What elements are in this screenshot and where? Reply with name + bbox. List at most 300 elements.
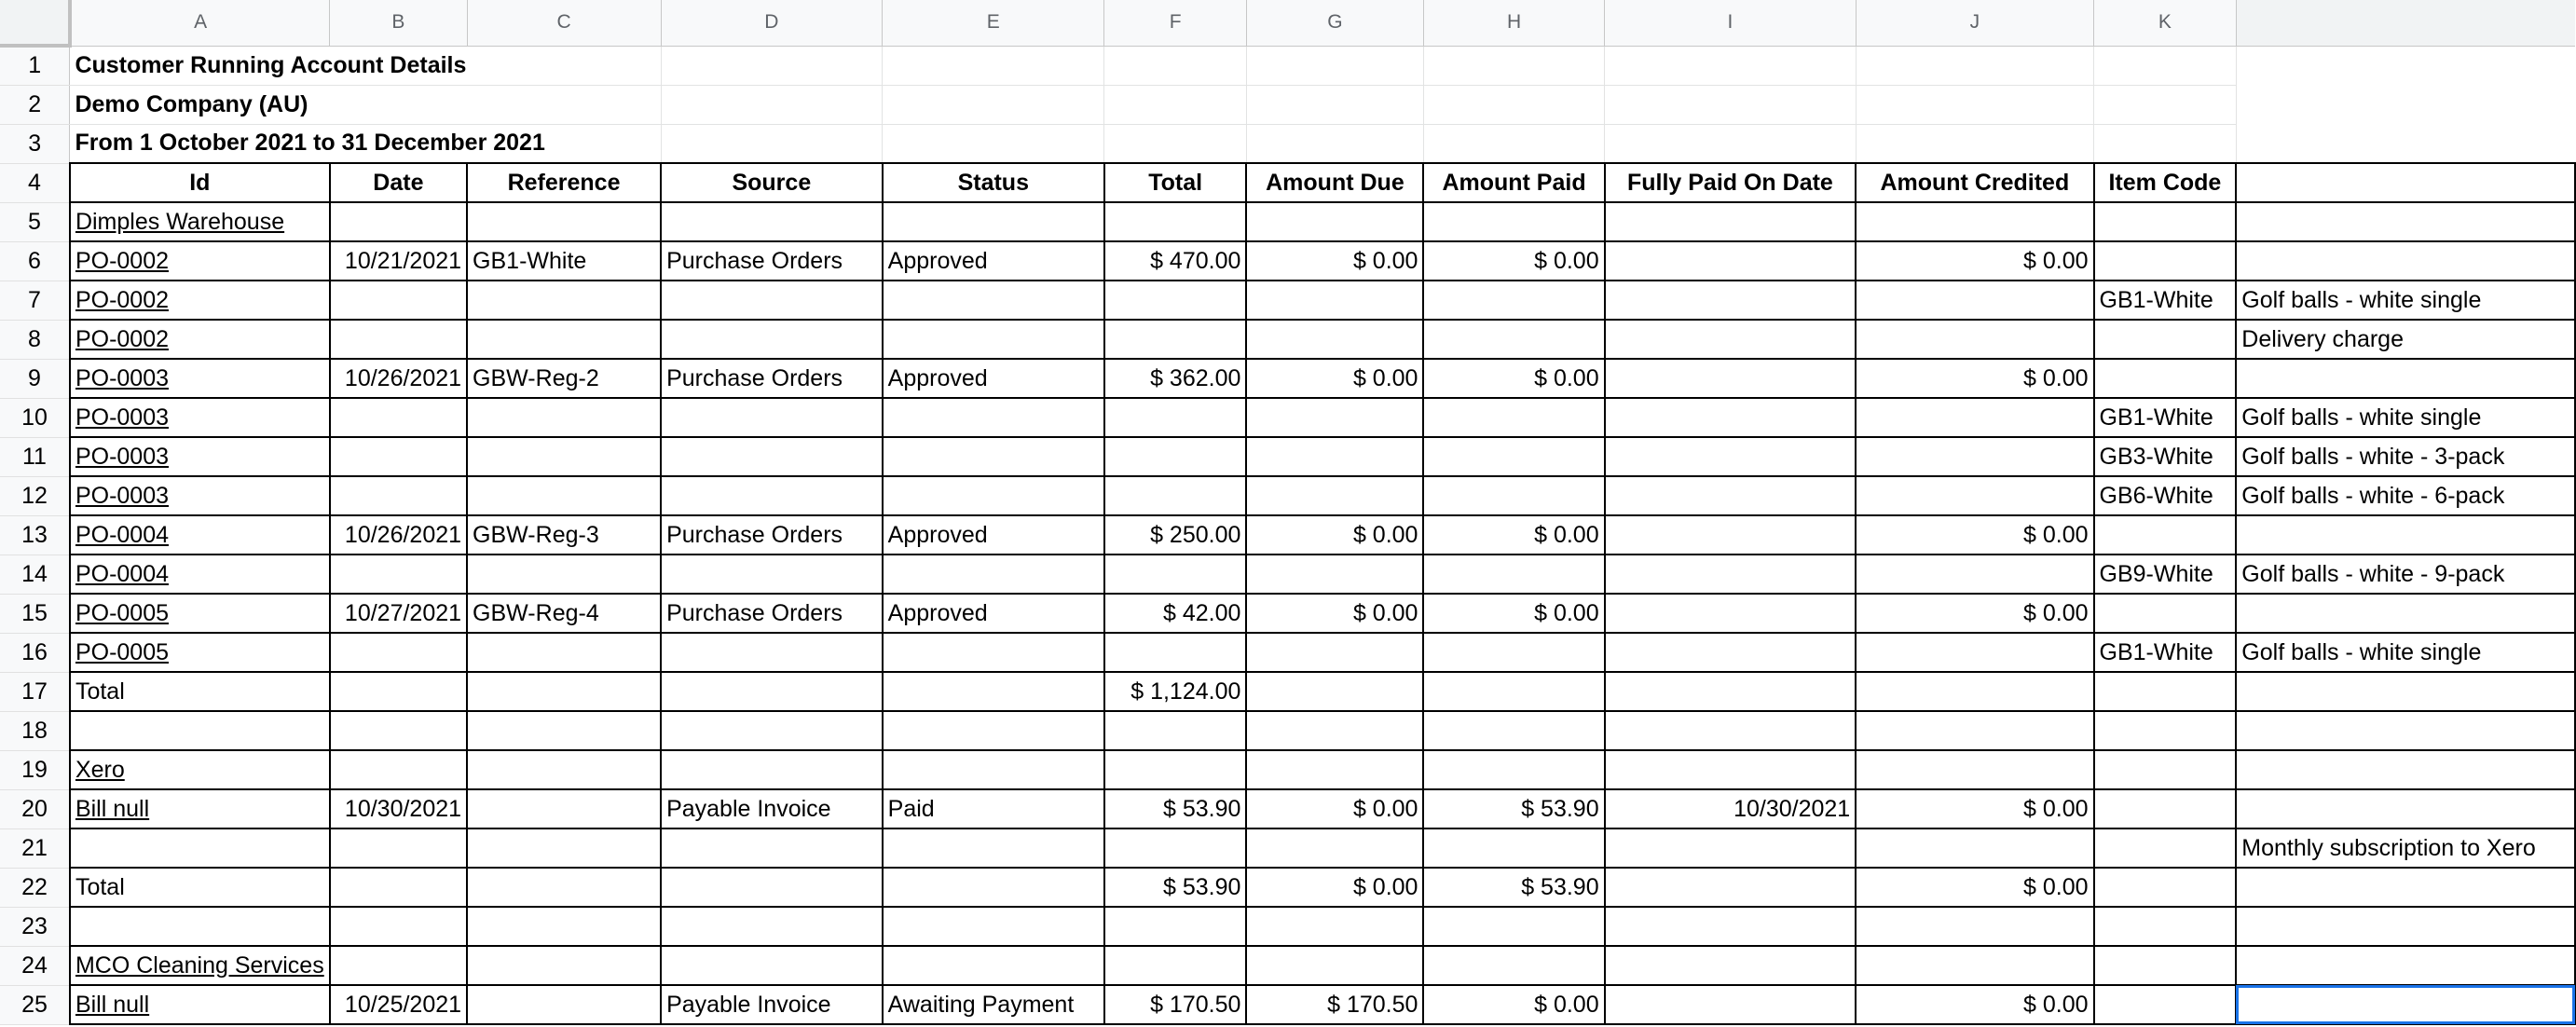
- column-title[interactable]: Fully Paid On Date: [1605, 163, 1857, 202]
- column-title[interactable]: Status: [883, 163, 1104, 202]
- cell[interactable]: [1605, 85, 1857, 124]
- cell[interactable]: [1605, 868, 1857, 907]
- cell[interactable]: Customer Running Account Details: [70, 46, 661, 85]
- cell[interactable]: [1246, 672, 1423, 711]
- cell[interactable]: GB3-White: [2094, 437, 2237, 476]
- cell[interactable]: [1423, 437, 1604, 476]
- cell[interactable]: Purchase Orders: [661, 241, 883, 281]
- cell[interactable]: [661, 633, 883, 672]
- cell-link[interactable]: PO-0002: [70, 281, 330, 320]
- cell[interactable]: $ 0.00: [1856, 985, 2093, 1024]
- cell[interactable]: [661, 828, 883, 868]
- cell[interactable]: $ 0.00: [1856, 241, 2093, 281]
- cell[interactable]: [2094, 594, 2237, 633]
- cell[interactable]: [2094, 85, 2237, 124]
- column-header-g[interactable]: G: [1246, 0, 1423, 46]
- cell[interactable]: [1605, 476, 1857, 515]
- cell[interactable]: $ 0.00: [1856, 789, 2093, 828]
- cell[interactable]: Awaiting Payment: [883, 985, 1104, 1024]
- cell[interactable]: [1856, 946, 2093, 985]
- cell-link[interactable]: Xero: [70, 750, 330, 789]
- row-number[interactable]: 9: [0, 359, 70, 398]
- cell[interactable]: $ 0.00: [1246, 594, 1423, 633]
- cell[interactable]: [883, 320, 1104, 359]
- cell[interactable]: Approved: [883, 241, 1104, 281]
- cell[interactable]: [1856, 46, 2093, 85]
- cell[interactable]: [1423, 907, 1604, 946]
- cell[interactable]: [1423, 281, 1604, 320]
- row-number[interactable]: 18: [0, 711, 70, 750]
- cell[interactable]: [2094, 515, 2237, 555]
- cell[interactable]: [1605, 594, 1857, 633]
- cell[interactable]: $ 250.00: [1104, 515, 1247, 555]
- cell[interactable]: [330, 437, 467, 476]
- cell[interactable]: [467, 476, 661, 515]
- cell[interactable]: [1605, 437, 1857, 476]
- cell[interactable]: [1246, 907, 1423, 946]
- column-title[interactable]: Total: [1104, 163, 1247, 202]
- cell[interactable]: Approved: [883, 515, 1104, 555]
- row-number[interactable]: 20: [0, 789, 70, 828]
- row-number[interactable]: 12: [0, 476, 70, 515]
- cell[interactable]: [1423, 555, 1604, 594]
- cell[interactable]: GB1-White: [467, 241, 661, 281]
- cell[interactable]: [330, 202, 467, 241]
- cell[interactable]: Total: [70, 868, 330, 907]
- cell[interactable]: [2094, 985, 2237, 1024]
- cell-link[interactable]: PO-0004: [70, 555, 330, 594]
- cell[interactable]: Payable Invoice: [661, 985, 883, 1024]
- cell[interactable]: [661, 398, 883, 437]
- cell[interactable]: [2094, 946, 2237, 985]
- cell[interactable]: [2236, 594, 2575, 633]
- cell[interactable]: [330, 946, 467, 985]
- cell[interactable]: [2094, 750, 2237, 789]
- cell[interactable]: [883, 124, 1104, 163]
- row-number[interactable]: 24: [0, 946, 70, 985]
- cell[interactable]: [1423, 320, 1604, 359]
- cell[interactable]: $ 42.00: [1104, 594, 1247, 633]
- cell[interactable]: [467, 320, 661, 359]
- cell[interactable]: $ 53.90: [1423, 789, 1604, 828]
- cell[interactable]: $ 362.00: [1104, 359, 1247, 398]
- column-header-i[interactable]: I: [1605, 0, 1857, 46]
- cell[interactable]: [1104, 476, 1247, 515]
- cell[interactable]: $ 0.00: [1856, 515, 2093, 555]
- row-number[interactable]: 1: [0, 46, 70, 85]
- cell[interactable]: [883, 85, 1104, 124]
- cell[interactable]: [1104, 398, 1247, 437]
- cell[interactable]: Purchase Orders: [661, 515, 883, 555]
- cell[interactable]: $ 0.00: [1423, 359, 1604, 398]
- cell[interactable]: [1856, 281, 2093, 320]
- cell[interactable]: [1856, 750, 2093, 789]
- cell[interactable]: [2236, 672, 2575, 711]
- column-header-c[interactable]: C: [467, 0, 661, 46]
- cell[interactable]: [1605, 281, 1857, 320]
- cell[interactable]: [1856, 437, 2093, 476]
- cell[interactable]: [2236, 241, 2575, 281]
- cell-link[interactable]: PO-0003: [70, 437, 330, 476]
- column-header-next[interactable]: [2236, 0, 2575, 46]
- column-header-f[interactable]: F: [1104, 0, 1247, 46]
- cell[interactable]: [661, 46, 883, 85]
- cell[interactable]: $ 170.50: [1104, 985, 1247, 1024]
- cell[interactable]: [1104, 555, 1247, 594]
- cell[interactable]: [2094, 868, 2237, 907]
- cell[interactable]: GBW-Reg-2: [467, 359, 661, 398]
- cell[interactable]: [1423, 633, 1604, 672]
- cell[interactable]: [883, 398, 1104, 437]
- cell[interactable]: [1246, 750, 1423, 789]
- cell[interactable]: [330, 476, 467, 515]
- row-number[interactable]: 14: [0, 555, 70, 594]
- cell[interactable]: [1605, 398, 1857, 437]
- cell[interactable]: [661, 946, 883, 985]
- cell[interactable]: [1423, 672, 1604, 711]
- cell[interactable]: $ 0.00: [1246, 241, 1423, 281]
- cell[interactable]: [661, 124, 883, 163]
- row-number[interactable]: 13: [0, 515, 70, 555]
- cell[interactable]: [1246, 437, 1423, 476]
- cell[interactable]: [467, 750, 661, 789]
- cell[interactable]: [1104, 124, 1247, 163]
- cell[interactable]: [1605, 633, 1857, 672]
- row-number[interactable]: 15: [0, 594, 70, 633]
- cell[interactable]: [1605, 907, 1857, 946]
- cell[interactable]: Approved: [883, 594, 1104, 633]
- row-number[interactable]: 21: [0, 828, 70, 868]
- cell[interactable]: [661, 202, 883, 241]
- cell[interactable]: [1856, 633, 2093, 672]
- cell-link[interactable]: PO-0003: [70, 359, 330, 398]
- cell[interactable]: [2094, 241, 2237, 281]
- cell[interactable]: [1856, 672, 2093, 711]
- cell[interactable]: Monthly subscription to Xero: [2236, 828, 2575, 868]
- cell[interactable]: [2094, 320, 2237, 359]
- cell-link[interactable]: Bill null: [70, 985, 330, 1024]
- row-number[interactable]: 6: [0, 241, 70, 281]
- cell[interactable]: [2094, 202, 2237, 241]
- cell[interactable]: $ 0.00: [1246, 515, 1423, 555]
- cell[interactable]: [1104, 437, 1247, 476]
- cell[interactable]: [467, 868, 661, 907]
- cell[interactable]: Demo Company (AU): [70, 85, 661, 124]
- cell[interactable]: [1104, 828, 1247, 868]
- cell[interactable]: [1605, 359, 1857, 398]
- cell[interactable]: [1246, 281, 1423, 320]
- cell[interactable]: [2094, 359, 2237, 398]
- column-title[interactable]: Amount Due: [1246, 163, 1423, 202]
- column-header-h[interactable]: H: [1423, 0, 1604, 46]
- cell[interactable]: [883, 907, 1104, 946]
- cell[interactable]: [467, 202, 661, 241]
- cell[interactable]: [2094, 672, 2237, 711]
- cell[interactable]: $ 0.00: [1246, 868, 1423, 907]
- cell[interactable]: [330, 868, 467, 907]
- cell[interactable]: [883, 828, 1104, 868]
- cell[interactable]: Golf balls - white single: [2236, 633, 2575, 672]
- cell-link[interactable]: PO-0005: [70, 594, 330, 633]
- cell[interactable]: Delivery charge: [2236, 320, 2575, 359]
- cell[interactable]: 10/26/2021: [330, 359, 467, 398]
- cell[interactable]: $ 1,124.00: [1104, 672, 1247, 711]
- cell[interactable]: [330, 907, 467, 946]
- cell[interactable]: $ 0.00: [1246, 789, 1423, 828]
- row-number[interactable]: 7: [0, 281, 70, 320]
- cell[interactable]: [2236, 163, 2575, 202]
- cell[interactable]: Purchase Orders: [661, 359, 883, 398]
- column-header-a[interactable]: A: [70, 0, 330, 46]
- column-header-e[interactable]: E: [883, 0, 1104, 46]
- row-number[interactable]: 19: [0, 750, 70, 789]
- cell[interactable]: [661, 711, 883, 750]
- row-number[interactable]: 17: [0, 672, 70, 711]
- cell-link[interactable]: Dimples Warehouse: [70, 202, 330, 241]
- cell[interactable]: [1246, 202, 1423, 241]
- cell[interactable]: Golf balls - white single: [2236, 398, 2575, 437]
- cell[interactable]: [330, 555, 467, 594]
- cell[interactable]: $ 53.90: [1423, 868, 1604, 907]
- cell[interactable]: [1246, 946, 1423, 985]
- cell[interactable]: [1605, 241, 1857, 281]
- cell[interactable]: [661, 320, 883, 359]
- cell[interactable]: [883, 555, 1104, 594]
- cell[interactable]: [1104, 46, 1247, 85]
- cell[interactable]: [1246, 555, 1423, 594]
- cell[interactable]: [2236, 907, 2575, 946]
- cell[interactable]: [1605, 46, 1857, 85]
- cell[interactable]: [1423, 398, 1604, 437]
- cell[interactable]: Payable Invoice: [661, 789, 883, 828]
- cell[interactable]: [1605, 750, 1857, 789]
- column-header-k[interactable]: K: [2094, 0, 2237, 46]
- cell[interactable]: $ 0.00: [1246, 359, 1423, 398]
- cell[interactable]: [1423, 124, 1604, 163]
- cell[interactable]: [330, 398, 467, 437]
- row-number[interactable]: 3: [0, 124, 70, 163]
- cell[interactable]: [661, 555, 883, 594]
- cell[interactable]: [1104, 633, 1247, 672]
- column-title[interactable]: Id: [70, 163, 330, 202]
- cell-link[interactable]: MCO Cleaning Services: [70, 946, 330, 985]
- cell[interactable]: [2236, 868, 2575, 907]
- cell[interactable]: $ 53.90: [1104, 868, 1247, 907]
- cell[interactable]: [883, 633, 1104, 672]
- row-number[interactable]: 2: [0, 85, 70, 124]
- cell[interactable]: $ 0.00: [1856, 594, 2093, 633]
- cell[interactable]: [2094, 789, 2237, 828]
- cell[interactable]: [467, 985, 661, 1024]
- cell[interactable]: [1104, 750, 1247, 789]
- cell[interactable]: [661, 750, 883, 789]
- column-title[interactable]: Source: [661, 163, 883, 202]
- cell[interactable]: [330, 633, 467, 672]
- row-number[interactable]: 23: [0, 907, 70, 946]
- cell[interactable]: [70, 711, 330, 750]
- cell[interactable]: [2236, 946, 2575, 985]
- column-title[interactable]: Amount Credited: [1856, 163, 2093, 202]
- cell[interactable]: GB1-White: [2094, 398, 2237, 437]
- cell[interactable]: [883, 711, 1104, 750]
- cell[interactable]: [883, 946, 1104, 985]
- cell[interactable]: Golf balls - white single: [2236, 281, 2575, 320]
- cell[interactable]: [1423, 46, 1604, 85]
- cell[interactable]: [2236, 789, 2575, 828]
- cell[interactable]: [883, 476, 1104, 515]
- cell[interactable]: [1423, 711, 1604, 750]
- cell-link[interactable]: PO-0005: [70, 633, 330, 672]
- cell[interactable]: [1605, 515, 1857, 555]
- cell[interactable]: [330, 672, 467, 711]
- column-header-b[interactable]: B: [330, 0, 467, 46]
- cell[interactable]: [2094, 46, 2237, 85]
- cell[interactable]: [70, 907, 330, 946]
- cell[interactable]: [1246, 828, 1423, 868]
- cell[interactable]: Golf balls - white - 3-pack: [2236, 437, 2575, 476]
- cell[interactable]: [1856, 711, 2093, 750]
- cell[interactable]: [1423, 476, 1604, 515]
- cell-link[interactable]: PO-0004: [70, 515, 330, 555]
- cell[interactable]: [1423, 828, 1604, 868]
- cell[interactable]: [1856, 476, 2093, 515]
- cell[interactable]: [2094, 124, 2237, 163]
- cell[interactable]: [883, 750, 1104, 789]
- cell[interactable]: [1856, 320, 2093, 359]
- cell[interactable]: [1856, 124, 2093, 163]
- cell[interactable]: [2094, 907, 2237, 946]
- cell[interactable]: [1246, 398, 1423, 437]
- cell[interactable]: [467, 398, 661, 437]
- cell[interactable]: [1104, 202, 1247, 241]
- cell[interactable]: [1605, 828, 1857, 868]
- cell[interactable]: [1856, 202, 2093, 241]
- cell[interactable]: [1605, 124, 1857, 163]
- cell[interactable]: 10/30/2021: [330, 789, 467, 828]
- cell[interactable]: [1104, 281, 1247, 320]
- column-header-j[interactable]: J: [1856, 0, 2093, 46]
- cell[interactable]: [1104, 85, 1247, 124]
- cell[interactable]: [661, 281, 883, 320]
- cell[interactable]: Approved: [883, 359, 1104, 398]
- cell-link[interactable]: PO-0003: [70, 476, 330, 515]
- cell[interactable]: GBW-Reg-4: [467, 594, 661, 633]
- cell[interactable]: [467, 281, 661, 320]
- cell[interactable]: [1104, 711, 1247, 750]
- row-number[interactable]: 5: [0, 202, 70, 241]
- cell[interactable]: [883, 868, 1104, 907]
- cell[interactable]: 10/26/2021: [330, 515, 467, 555]
- cell[interactable]: [883, 202, 1104, 241]
- cell[interactable]: [1856, 555, 2093, 594]
- cell[interactable]: $ 0.00: [1423, 594, 1604, 633]
- cell[interactable]: GB9-White: [2094, 555, 2237, 594]
- selected-cell[interactable]: [2236, 985, 2575, 1024]
- cell-link[interactable]: PO-0002: [70, 241, 330, 281]
- cell[interactable]: [2236, 515, 2575, 555]
- cell-link[interactable]: Bill null: [70, 789, 330, 828]
- cell[interactable]: GBW-Reg-3: [467, 515, 661, 555]
- cell[interactable]: [1605, 320, 1857, 359]
- cell[interactable]: GB1-White: [2094, 281, 2237, 320]
- cell[interactable]: [1104, 907, 1247, 946]
- cell[interactable]: [661, 437, 883, 476]
- cell[interactable]: Golf balls - white - 6-pack: [2236, 476, 2575, 515]
- cell[interactable]: [883, 46, 1104, 85]
- cell[interactable]: [330, 711, 467, 750]
- cell[interactable]: [1246, 85, 1423, 124]
- select-all-corner[interactable]: [0, 0, 70, 46]
- cell[interactable]: From 1 October 2021 to 31 December 2021: [70, 124, 661, 163]
- cell[interactable]: $ 0.00: [1856, 359, 2093, 398]
- cell[interactable]: 10/27/2021: [330, 594, 467, 633]
- cell[interactable]: Total: [70, 672, 330, 711]
- cell[interactable]: $ 0.00: [1856, 868, 2093, 907]
- cell[interactable]: [1246, 124, 1423, 163]
- cell[interactable]: [1605, 985, 1857, 1024]
- cell[interactable]: [330, 320, 467, 359]
- cell[interactable]: [1246, 633, 1423, 672]
- cell[interactable]: [467, 633, 661, 672]
- cell[interactable]: 10/30/2021: [1605, 789, 1857, 828]
- cell[interactable]: [1246, 476, 1423, 515]
- cell[interactable]: [1423, 202, 1604, 241]
- cell[interactable]: [1605, 555, 1857, 594]
- cell-link[interactable]: PO-0002: [70, 320, 330, 359]
- cell[interactable]: [661, 85, 883, 124]
- cell[interactable]: [467, 672, 661, 711]
- cell[interactable]: [330, 828, 467, 868]
- cell[interactable]: [467, 555, 661, 594]
- cell[interactable]: [1423, 85, 1604, 124]
- cell[interactable]: [2236, 359, 2575, 398]
- cell[interactable]: $ 0.00: [1423, 241, 1604, 281]
- cell[interactable]: GB6-White: [2094, 476, 2237, 515]
- cell-link[interactable]: PO-0003: [70, 398, 330, 437]
- row-number[interactable]: 22: [0, 868, 70, 907]
- cell[interactable]: $ 0.00: [1423, 515, 1604, 555]
- cell[interactable]: [1605, 202, 1857, 241]
- cell[interactable]: [467, 437, 661, 476]
- cell[interactable]: [661, 476, 883, 515]
- cell[interactable]: [467, 907, 661, 946]
- cell[interactable]: [330, 281, 467, 320]
- cell[interactable]: Purchase Orders: [661, 594, 883, 633]
- column-title[interactable]: Date: [330, 163, 467, 202]
- cell[interactable]: [1605, 946, 1857, 985]
- cell[interactable]: GB1-White: [2094, 633, 2237, 672]
- column-title[interactable]: Item Code: [2094, 163, 2237, 202]
- column-header-d[interactable]: D: [661, 0, 883, 46]
- cell[interactable]: [883, 437, 1104, 476]
- cell[interactable]: 10/21/2021: [330, 241, 467, 281]
- row-number[interactable]: 25: [0, 985, 70, 1024]
- cell[interactable]: [1104, 946, 1247, 985]
- cell[interactable]: [1246, 711, 1423, 750]
- row-number[interactable]: 4: [0, 163, 70, 202]
- cell[interactable]: [1605, 711, 1857, 750]
- column-title[interactable]: Reference: [467, 163, 661, 202]
- cell[interactable]: $ 53.90: [1104, 789, 1247, 828]
- cell[interactable]: [1605, 672, 1857, 711]
- cell[interactable]: [467, 789, 661, 828]
- cell[interactable]: $ 170.50: [1246, 985, 1423, 1024]
- cell[interactable]: [883, 281, 1104, 320]
- cell[interactable]: [2094, 711, 2237, 750]
- cell[interactable]: $ 0.00: [1423, 985, 1604, 1024]
- cell[interactable]: [661, 868, 883, 907]
- row-number[interactable]: 10: [0, 398, 70, 437]
